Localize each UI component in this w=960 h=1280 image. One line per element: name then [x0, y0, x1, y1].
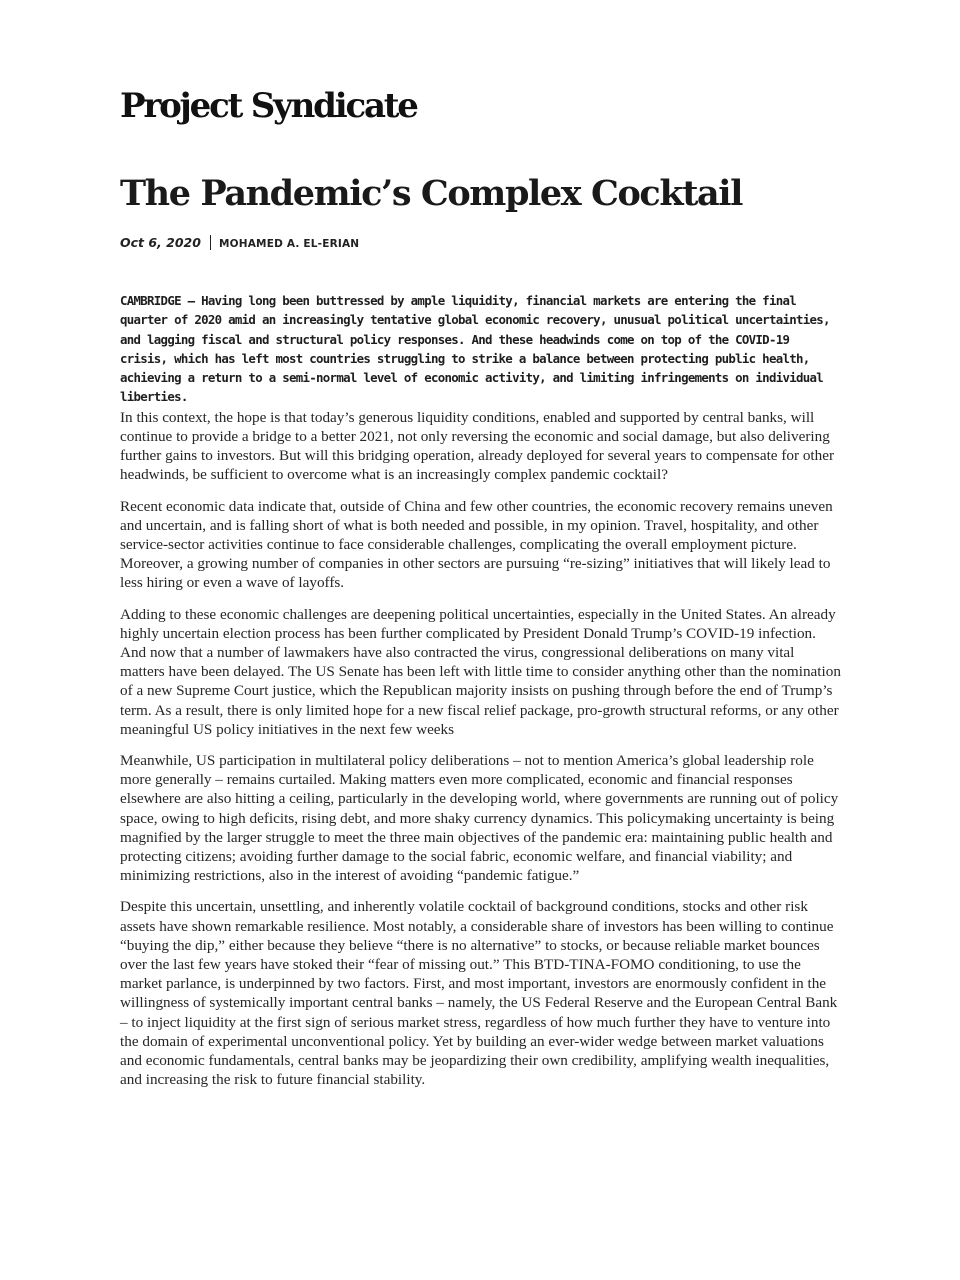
article-paragraph: Meanwhile, US participation in multilateral policy deliberations – not to mention America’s global leadership role more generally – remains curtailed. Making matters even more complicated, economic and financial responses elsewhere are also hitting a ceiling, particularly in the developing world, where governments are running out of policy space, owing to high deficits, rising debt, and more shaky currency dynamics. This policymaking uncertainty is being magnified by the larger struggle to meet the three main objectives of the pandemic era: maintaining public health and protecting citizens; avoiding further damage to the social fabric, economic welfare, and financial viability; and minimizing restrictions, also in the interest of avoiding “pandemic fatigue.”	[120, 752, 839, 885]
article-paragraph: Despite this uncertain, unsettling, and inherently volatile cocktail of background conditions, stocks and other risk assets have shown remarkable resilience. Most notably, a considerable share of investors has been willing to continue “buying the dip,” either because they believe “there is no alternative” to stocks, or because reliable market bounces over the last few years have stoked their “fear of missing out.” This BTD-TINA-FOMO conditioning, to use the market parlance, is underpinned by two factors. First, and most important, investors are enormously confident in the willingness of systemically important central banks – namely, the US Federal Reserve and the European Central Bank – to inject liquidity at the first sign of serious market stress, regardless of how much further they have to venture into the domain of experimental unconventional policy. Yet by building an ever-wider wedge between market valuations and economic fundamentals, central banks may be jeopardizing their own credibility, amplifying wealth inequalities, and increasing the risk to future financial stability.	[120, 898, 838, 1089]
article-author: MOHAMED A. EL-ERIAN	[218, 238, 360, 250]
article-meta	[120, 234, 842, 253]
article-paragraph: Adding to these economic challenges are deepening political uncertainties, especially in the United States. An already highly uncertain election process has been further complicated by President Donald Trump’s COVID-19 infection. And now that a number of lawmakers have also contracted the virus, congressional deliberations on many vital matters have been delayed. The US Senate has been left with little time to consider anything other than the nomination of a new Supreme Court justice, which the Republican majority insists on pushing through before the end of Trump’s term. As a result, there is only limited hope for a new fiscal relief package, pro-growth structural reforms, or any other meaningful US policy initiatives in the next few weeks	[120, 605, 841, 738]
article-title: The Pandemic’s Complex Cocktail	[120, 173, 743, 214]
article-lead-paragraph: CAMBRIDGE – Having long been buttressed by ample liquidity, financial markets are entering the final quarter of 2020 amid an increasingly tentative global economic recovery, unusual political uncertainties, and lagging fiscal and structural policy responses. And these headwinds come on top of the COVID-19 crisis, which has left most countries struggling to strike a balance between protecting public health, achieving a return to a semi-normal level of economic activity, and limiting infringements on individual liberties.	[120, 293, 830, 405]
article-page	[120, 86, 842, 1101]
article-paragraph: Recent economic data indicate that, outside of China and few other countries, the economic recovery remains uneven and uncertain, and is falling short of what is both needed and possible, in my opinion. Travel, hospitality, and other service-sector activities continue to face considerable challenges, complicating the overall employment picture. Moreover, a growing number of companies in other sectors are pursuing “re-sizing” initiatives that will likely lead to less hiring or even a wave of layoffs.	[120, 497, 833, 592]
brand-logo: Project Syndicate	[120, 86, 417, 126]
article-date: Oct 6, 2020	[120, 235, 201, 250]
article-paragraph: In this context, the hope is that today’s generous liquidity conditions, enabled and supported by central banks, will continue to provide a bridge to a better 2021, not only reversing the economic and social damage, but also delivering further gains to investors. But will this bridging operation, already deployed for several years to compensate for other headwinds, be sufficient to overcome what is an increasingly complex pandemic cocktail?	[120, 408, 835, 484]
meta-divider	[210, 235, 211, 250]
